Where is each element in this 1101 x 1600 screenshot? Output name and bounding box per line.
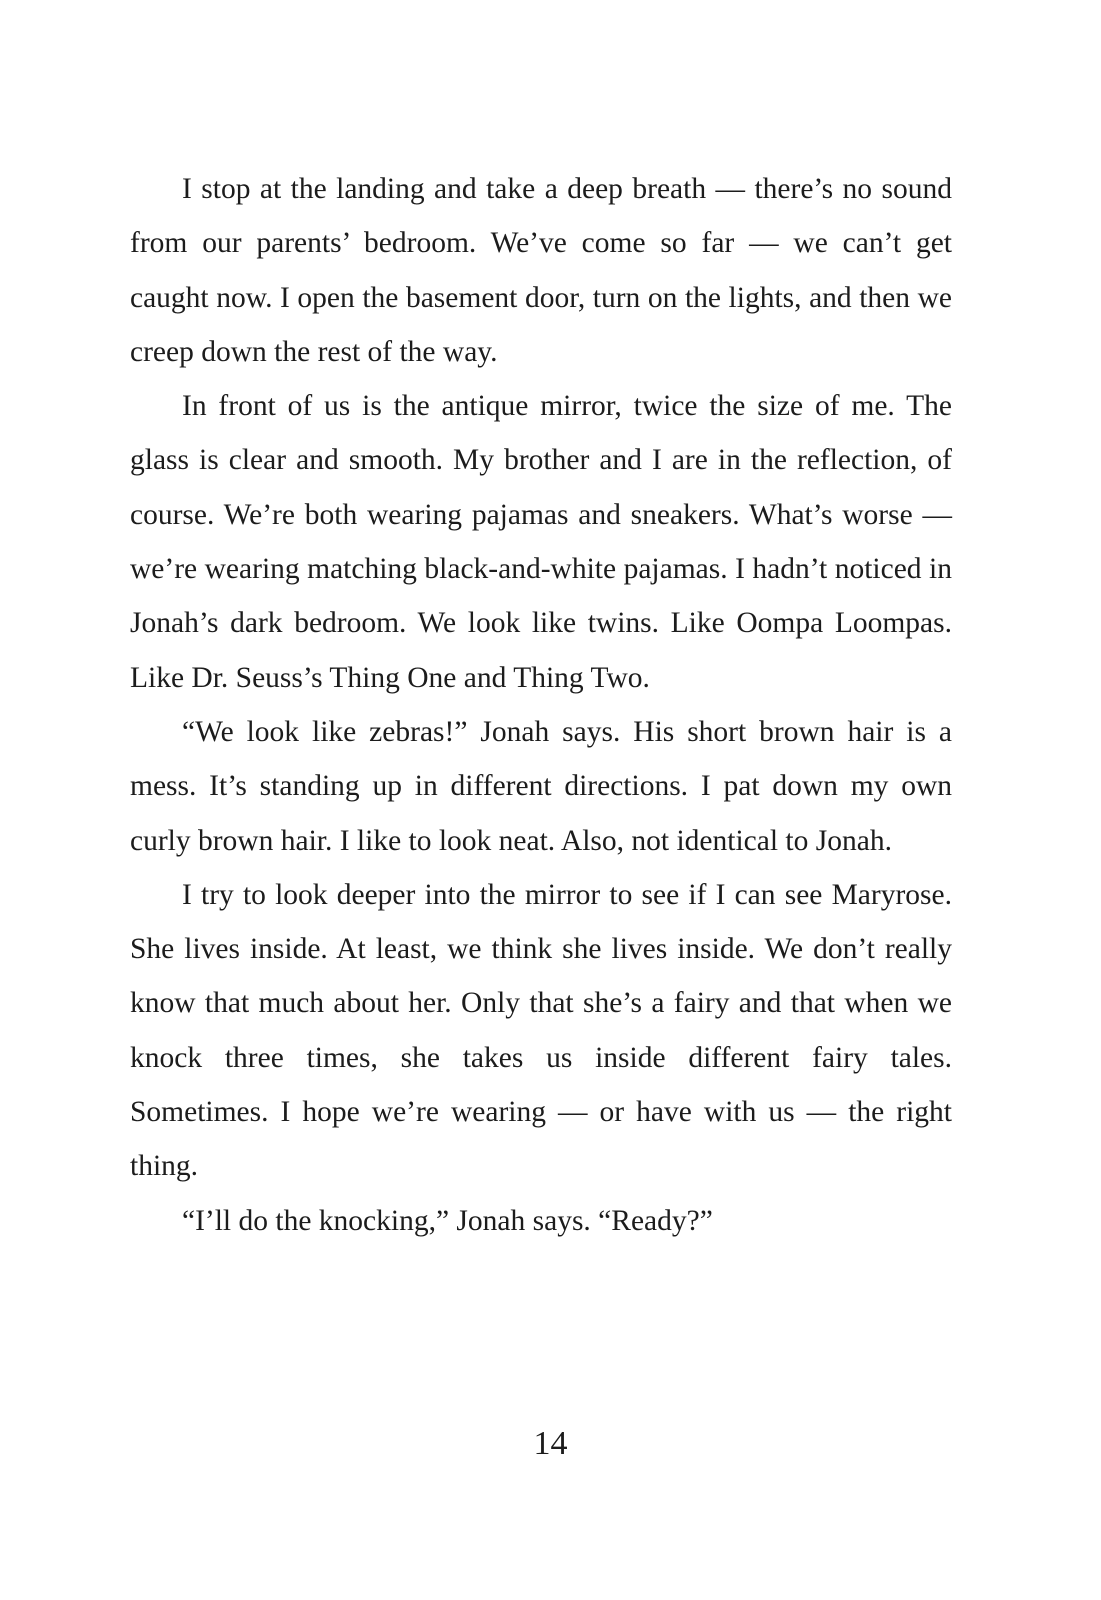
- body-text: [130, 162, 952, 1248]
- paragraph-maryrose: I try to look deeper into the mirror to see if I can see Maryrose. She lives inside. At least, we think she lives inside. We don’t really know that much about her. Only that she’s a fairy and that when we knock three times, she takes us inside different fairy tales. Sometimes. I hope we’re wearing — or have with us — the right thing.: [130, 878, 952, 1183]
- paragraph-knocking: “I’ll do the knocking,” Jonah says. “Ready?”: [182, 1204, 713, 1237]
- paragraph-mirror: In front of us is the antique mirror, twice the size of me. The glass is clear and smooth. My brother and I are in the reflection, of course. We’re both wearing pajamas and sneakers. What’s worse — we’re wearing matching black-and-white pajamas. I hadn’t noticed in Jonah’s dark bedroom. We look like twins. Like Oompa Loompas. Like Dr. Seuss’s Thing One and Thing Two.: [130, 390, 952, 694]
- paragraph-landing: I stop at the landing and take a deep breath — there’s no sound from our parents’ bedroom. We’ve come so far — we can’t get caught now. I open the basement door, turn on the lights, and then we creep down the rest of the way.: [130, 173, 952, 368]
- paragraph-zebras: “We look like zebras!” Jonah says. His short brown hair is a mess. It’s standing up in different directions. I pat down my own curly brown hair. I like to look neat. Also, not identical to Jonah.: [130, 715, 952, 857]
- page-number: 14: [533, 1425, 568, 1462]
